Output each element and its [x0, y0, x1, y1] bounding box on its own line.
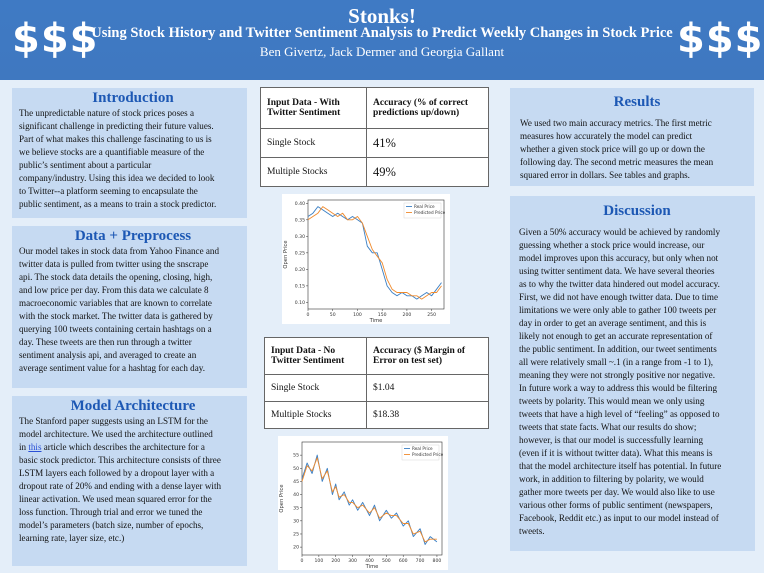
table-header: Input Data - No Twitter Sentiment: [265, 338, 367, 375]
poster-authors: Ben Givertz, Jack Dermer and Georgia Gallant: [259, 44, 505, 59]
real-price-line: [302, 455, 437, 544]
x-tick-label: 500: [381, 559, 391, 564]
discussion-line: First, we did not have enough twitter data. Due to time: [519, 292, 719, 302]
data-preprocess-line: querying 100 tweets containing certain hashtags on a: [19, 324, 212, 334]
introduction-line: significant challenge in predicting their future values.: [19, 121, 214, 131]
introduction-line: we believe stocks are a quantifiable measure of the: [19, 147, 205, 157]
results-line: squared error in dollars. See tables and graphs.: [520, 170, 690, 180]
discussion-line: using twitter sentiment data. We have several theories: [519, 266, 715, 276]
model-architecture-line: LSTM layers each followed by a dropout layer with a: [19, 468, 215, 478]
discussion-line: various other forms of public sentiment (newspapers,: [519, 500, 713, 510]
x-tick-label: 150: [377, 313, 387, 318]
data-preprocess-line: average sentiment value for a hashtag for each day.: [19, 363, 205, 373]
y-tick-label: 45: [293, 480, 299, 486]
model-architecture-line: loss function. Through trial and error we tuned the: [19, 507, 203, 517]
model-architecture-heading: Model Architecture: [70, 398, 196, 414]
table-header: Accuracy (% of correct predictions up/down): [367, 88, 489, 129]
y-tick-label: 0.35: [294, 218, 305, 224]
link-prefix: in: [19, 442, 29, 452]
model-architecture-panel: [12, 396, 247, 566]
poster-title: Stonks!: [348, 4, 416, 28]
x-tick-label: 100: [314, 559, 324, 564]
price-chart-multiple-stocks: [278, 436, 448, 570]
discussion-line: tweets.: [519, 526, 545, 536]
results-heading: Results: [613, 94, 661, 110]
data-preprocess-line: macroeconomic variables that are known to correlate: [19, 298, 212, 308]
y-tick-label: 35: [293, 506, 299, 512]
x-tick-label: 0: [306, 313, 310, 318]
x-tick-label: 400: [365, 559, 374, 564]
y-tick-label: 25: [293, 532, 299, 538]
accuracy-table-with-twitter: [260, 87, 489, 187]
accuracy-table-no-twitter: [264, 337, 489, 429]
table-cell-value: $1.04: [367, 375, 489, 402]
results-line: whether a given stock price will go up or down the: [520, 144, 705, 154]
table-header: Accuracy ($ Margin of Error on test set): [367, 338, 489, 375]
data-preprocess-heading: Data + Preprocess: [74, 228, 192, 244]
x-axis-label: Time: [365, 564, 379, 570]
discussion-line: guessing whether a stock price would increase, our: [519, 240, 705, 250]
table-cell-label: Single Stock: [261, 129, 367, 158]
table-cell-label: Multiple Stocks: [265, 402, 367, 429]
x-tick-label: 200: [402, 313, 412, 318]
discussion-line: however, is that our model is successfully learning: [519, 435, 703, 445]
discussion-line: Given a 50% accuracy would be achieved by randomly: [519, 227, 720, 237]
data-preprocess-panel: [12, 226, 247, 388]
discussion-line: day in order to get an average sentiment, and this is: [519, 318, 707, 328]
x-tick-label: 800: [432, 559, 442, 564]
x-tick-label: 600: [398, 559, 408, 564]
discussion-line: that the model architecture itself has potential. In future: [519, 461, 722, 471]
data-preprocess-line: and low price per day. From this data we calculate 8: [19, 285, 209, 295]
introduction-line: to Twitter--a platform seeming to encapsulate the: [19, 186, 198, 196]
discussion-line: tweets that have a high level of “feeling” as opposed to: [519, 409, 720, 419]
results-line: following day. The second metric measures the mean: [520, 157, 714, 167]
y-tick-label: 55: [293, 453, 299, 459]
discussion-line: work, in addition to filtering by polarity, we would: [519, 474, 704, 484]
y-axis-label: Open Price: [283, 240, 289, 269]
y-tick-label: 0.20: [294, 267, 305, 273]
model-architecture-line-with-link: [19, 441, 247, 454]
discussion-line: all were relatively small ~.1 (in a range from -1 to 1),: [519, 357, 714, 367]
discussion-line: limitations we were only able to gather 100 tweets per: [519, 305, 717, 315]
x-tick-label: 700: [415, 559, 425, 564]
discussion-line: (even if it is without twitter data). What this means is: [519, 448, 713, 458]
predicted-price-line: [302, 458, 437, 542]
y-tick-label: 0.10: [294, 300, 305, 306]
poster-header: [0, 0, 764, 80]
y-axis-label: Open Price: [279, 484, 285, 513]
x-tick-label: 250: [427, 313, 437, 318]
discussion-line: tweets that state facts. What our results do show;: [519, 422, 697, 432]
y-tick-label: 40: [293, 493, 299, 499]
table-cell-value: $18.38: [367, 402, 489, 429]
introduction-line: company/industry. Using this idea we decided to look: [19, 173, 215, 183]
legend-label: Real Price: [414, 204, 435, 209]
y-tick-label: 0.40: [294, 201, 305, 207]
table-cell-label: Single Stock: [265, 375, 367, 402]
y-tick-label: 0.30: [294, 234, 305, 240]
discussion-line: In future work a way to address this would be filtering: [519, 383, 717, 393]
model-architecture-line: learning rate, layer size, etc.): [19, 533, 125, 543]
introduction-line: Part of what makes this challenge fascinating to us is: [19, 134, 212, 144]
y-tick-label: 20: [293, 545, 299, 551]
introduction-line: The unpredictable nature of stock prices poses a: [19, 108, 194, 118]
price-chart-single-stock: [282, 194, 450, 324]
y-tick-label: 30: [293, 519, 299, 525]
introduction-line: public’s sentiment about a particular: [19, 160, 152, 170]
legend-label: Predicted Price: [412, 452, 444, 457]
y-tick-label: 0.25: [294, 251, 305, 257]
data-preprocess-line: Our model takes in stock data from Yahoo Finance and: [19, 246, 220, 256]
data-preprocess-line: day. These tweets are then run through a twitter: [19, 337, 192, 347]
data-preprocess-line: api. The stock data details the opening, closing, high,: [19, 272, 213, 282]
results-line: We used two main accuracy metrics. The first metric: [520, 118, 712, 128]
discussion-heading: Discussion: [603, 203, 671, 219]
discussion-line: likely not enough to get an accurate representation of: [519, 331, 713, 341]
y-tick-label: 0.15: [294, 284, 305, 290]
dollar-sign-left: $$$: [12, 16, 99, 62]
discussion-line: meaning they were not strongly positive nor negative.: [519, 370, 715, 380]
x-tick-label: 100: [353, 313, 362, 318]
data-preprocess-line: sentiment analysis api, and averaged to create an: [19, 350, 197, 360]
discussion-line: tweets by polarity. This would mean we only using: [519, 396, 705, 406]
x-tick-label: 50: [329, 313, 336, 318]
model-architecture-line: model’s parameters (batch size, number of epochs,: [19, 520, 204, 530]
data-preprocess-line: twitter data is pulled from twitter using the snscrape: [19, 259, 209, 269]
introduction-line: public sentiment, as a means to train a stock predictor.: [19, 199, 217, 209]
legend-label: Predicted Price: [414, 210, 446, 215]
results-line: measures how accurately the model can predict: [520, 131, 693, 141]
model-architecture-line: dropout rate of 20% and ending with a dense layer with: [19, 481, 222, 491]
table-cell-label: Multiple Stocks: [261, 158, 367, 187]
model-architecture-line: basic stock predictor. This architecture consists of three: [19, 455, 221, 465]
table-cell-value: 49%: [367, 158, 489, 187]
discussion-line: as to why the twitter data hindered out model accuracy.: [519, 279, 720, 289]
x-tick-label: 300: [348, 559, 357, 564]
y-tick-label: 50: [293, 466, 299, 472]
table-cell-value: 41%: [367, 129, 489, 158]
predicted-price-line: [308, 207, 442, 300]
x-tick-label: 200: [331, 559, 341, 564]
introduction-panel: [12, 88, 247, 218]
legend-label: Real Price: [412, 446, 433, 451]
x-axis-label: Time: [369, 318, 383, 324]
discussion-line: Facebook, Reddit etc.) as input to our model instead of: [519, 513, 719, 523]
dollar-sign-right: $$$: [677, 16, 764, 62]
table-header: Input Data - With Twitter Sentiment: [261, 88, 367, 129]
data-preprocess-line: with the stock market. The twitter data is gathered by: [19, 311, 213, 321]
link-suffix: article which describes the architecture for a: [41, 442, 205, 452]
discussion-line: gather more tweets per day. We would also like to use: [519, 487, 715, 497]
discussion-panel: [510, 196, 755, 551]
introduction-heading: Introduction: [92, 90, 174, 106]
results-panel: [510, 88, 754, 186]
model-architecture-line: linear activation. We used mean squared error for the: [19, 494, 212, 504]
poster-subtitle: Using Stock History and Twitter Sentiment Analysis to Predict Weekly Changes in Stock Price: [91, 25, 673, 41]
discussion-line: the public sentiment. In addition, our tweet sentiments: [519, 344, 717, 354]
x-tick-label: 0: [300, 559, 304, 564]
model-architecture-line: model architecture. We used the architecture outlined: [19, 429, 213, 439]
article-link[interactable]: this: [28, 442, 42, 452]
discussion-line: model improves upon this accuracy, but only when not: [519, 253, 719, 263]
model-architecture-line: The Stanford paper suggests using an LSTM for the: [19, 416, 208, 426]
